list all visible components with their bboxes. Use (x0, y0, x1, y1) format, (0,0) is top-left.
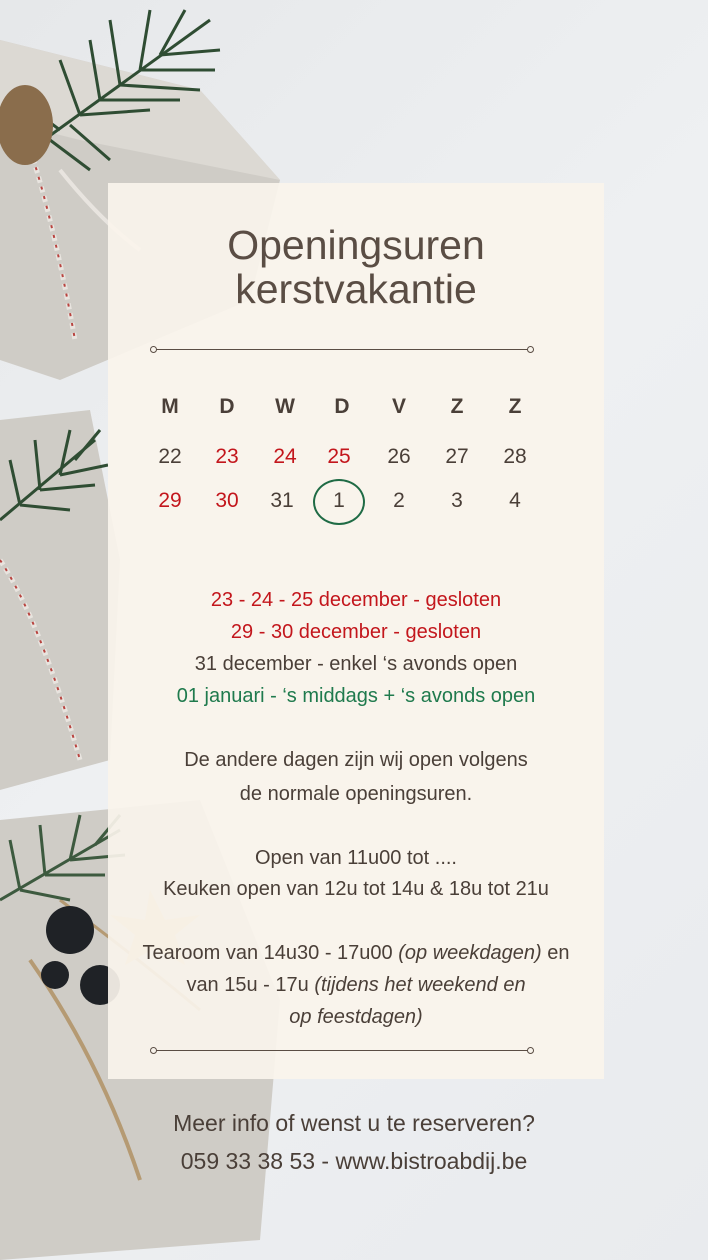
closure-line-4: 01 januari - ‘s middags + ‘s avonds open (176, 685, 536, 707)
tearoom-line-1 (108, 937, 604, 969)
day-23-closed: 23 (215, 445, 239, 468)
day-31: 31 (270, 489, 294, 512)
closure-line-1: 23 - 24 - 25 december - gesloten (210, 589, 502, 611)
day-28: 28 (503, 445, 527, 468)
tearoom-holidays-note: op feestdagen) (289, 1006, 423, 1028)
weekday-fri: V (391, 395, 406, 418)
day-27: 27 (445, 445, 469, 468)
page-title (108, 223, 604, 311)
weekday-sun: Z (508, 395, 522, 418)
day-4: 4 (509, 489, 521, 512)
closure-line-3: 31 december - enkel ‘s avonds open (194, 653, 518, 675)
tearoom-weekday-note: (op weekdagen) (398, 942, 542, 964)
open-hours-line: Open van 11u00 tot .... (255, 847, 457, 869)
tearoom-weekday-hours: Tearoom van 14u30 - 17u00 (142, 942, 399, 964)
bottom-divider (156, 1050, 528, 1051)
tearoom-line-2 (108, 969, 604, 1001)
title-line-2: kerstvakantie (235, 266, 477, 312)
day-30-closed: 30 (215, 489, 239, 512)
other-days-line-2: de normale openingsuren. (239, 783, 473, 805)
title-line-1: Openingsuren (227, 222, 485, 268)
tearoom-weekend-note: (tijdens het weekend en (314, 974, 526, 996)
kitchen-hours-line: Keuken open van 12u tot 14u & 18u tot 21u (163, 878, 549, 900)
day-25-closed: 25 (327, 445, 351, 468)
tearoom-weekend-hours: van 15u - 17u (186, 974, 315, 996)
day-24-closed: 24 (273, 445, 297, 468)
day-29-closed: 29 (158, 489, 182, 512)
weekday-mon: M (161, 395, 179, 418)
weekday-thu: D (334, 395, 350, 418)
day-1: 1 (333, 489, 345, 512)
weekday-wed: W (275, 395, 295, 418)
footer-contact: 059 33 38 53 - www.bistroabdij.be (180, 1148, 528, 1174)
day-26: 26 (387, 445, 411, 468)
day-2: 2 (393, 489, 405, 512)
closure-line-2: 29 - 30 december - gesloten (230, 621, 482, 643)
opening-hours-card (108, 183, 604, 1079)
day-3: 3 (451, 489, 463, 512)
tearoom-and: en (541, 942, 570, 964)
footer-question: Meer info of wenst u te reserveren? (173, 1110, 535, 1136)
other-days-line-1: De andere dagen zijn wij open volgens (184, 749, 528, 771)
weekday-tue: D (219, 395, 235, 418)
top-divider (156, 349, 528, 350)
day-22: 22 (158, 445, 182, 468)
weekday-sat: Z (450, 395, 464, 418)
tearoom-line-3 (108, 1001, 604, 1033)
